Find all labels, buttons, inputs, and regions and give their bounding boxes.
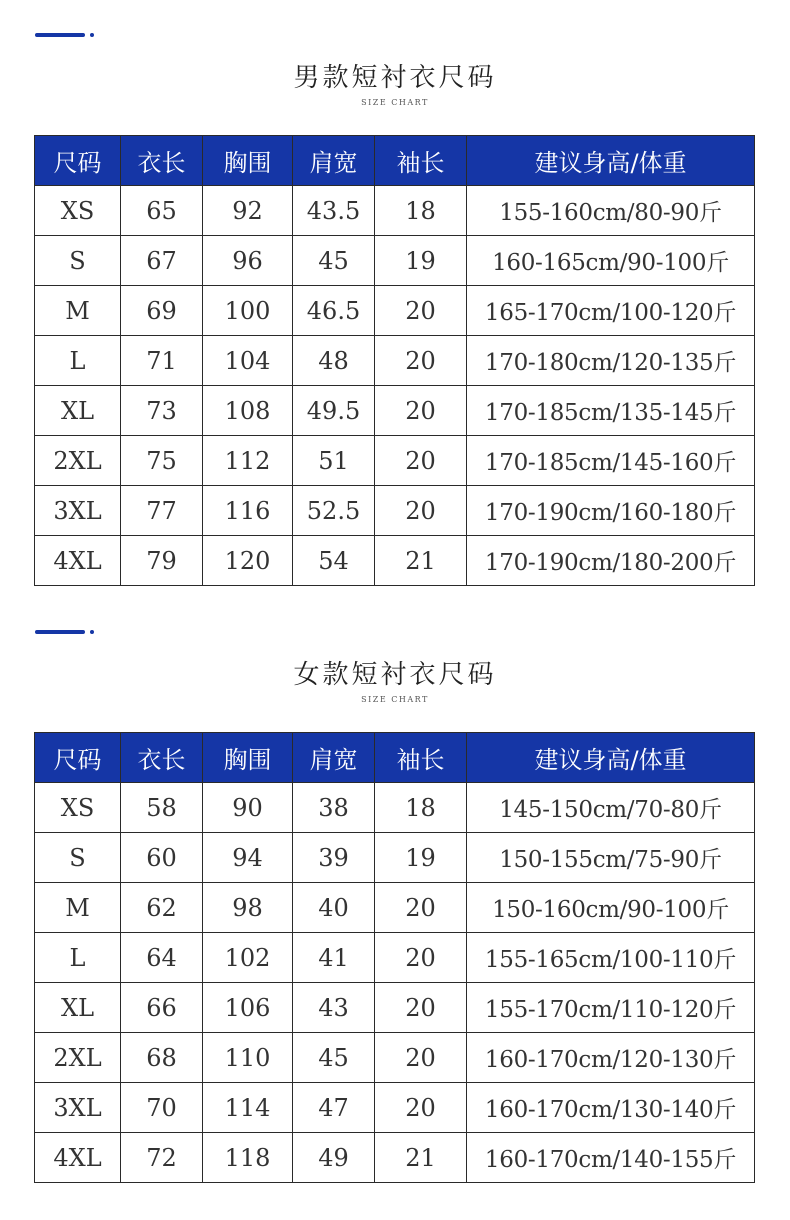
column-header-size: 尺码 [35, 136, 121, 186]
table-row [35, 983, 755, 1033]
table-row [35, 536, 755, 586]
table-row [35, 1033, 755, 1083]
cell-shoulder: 45 [293, 236, 375, 286]
cell-recommended-height-weight: 160-170cm/140-155斤 [467, 1133, 755, 1183]
men-subtitle: SIZE CHART [361, 98, 429, 107]
table-row [35, 933, 755, 983]
column-header-shoulder: 肩宽 [293, 136, 375, 186]
cell-size: 4XL [35, 1133, 121, 1183]
cell-recommended-height-weight: 150-160cm/90-100斤 [467, 883, 755, 933]
cell-chest: 114 [203, 1083, 293, 1133]
cell-recommended-height-weight: 155-165cm/100-110斤 [467, 933, 755, 983]
cell-length: 65 [121, 186, 203, 236]
cell-length: 72 [121, 1133, 203, 1183]
cell-length: 62 [121, 883, 203, 933]
column-header-shoulder: 肩宽 [293, 733, 375, 783]
table-row [35, 286, 755, 336]
men-size-table [34, 135, 755, 586]
cell-shoulder: 40 [293, 883, 375, 933]
cell-shoulder: 47 [293, 1083, 375, 1133]
cell-shoulder: 49.5 [293, 386, 375, 436]
cell-length: 71 [121, 336, 203, 386]
table-row [35, 336, 755, 386]
cell-shoulder: 45 [293, 1033, 375, 1083]
cell-sleeve: 20 [375, 336, 467, 386]
accent-dot [90, 33, 94, 37]
column-header-recommended-height-weight: 建议身高/体重 [467, 733, 755, 783]
column-header-size: 尺码 [35, 733, 121, 783]
table-row [35, 833, 755, 883]
cell-length: 60 [121, 833, 203, 883]
cell-chest: 110 [203, 1033, 293, 1083]
table-header-row [35, 733, 755, 783]
table-row [35, 386, 755, 436]
cell-size: M [35, 286, 121, 336]
column-header-length: 衣长 [121, 136, 203, 186]
cell-shoulder: 49 [293, 1133, 375, 1183]
cell-shoulder: 48 [293, 336, 375, 386]
cell-shoulder: 43.5 [293, 186, 375, 236]
cell-shoulder: 41 [293, 933, 375, 983]
column-header-sleeve: 袖长 [375, 733, 467, 783]
cell-recommended-height-weight: 170-180cm/120-135斤 [467, 336, 755, 386]
cell-size: L [35, 336, 121, 386]
cell-size: 2XL [35, 1033, 121, 1083]
cell-chest: 94 [203, 833, 293, 883]
column-header-chest: 胸围 [203, 136, 293, 186]
accent-dot [90, 630, 94, 634]
cell-chest: 90 [203, 783, 293, 833]
cell-sleeve: 20 [375, 1033, 467, 1083]
women-size-table [34, 732, 755, 1183]
cell-length: 66 [121, 983, 203, 1033]
cell-chest: 116 [203, 486, 293, 536]
cell-size: 3XL [35, 1083, 121, 1133]
table-header-row [35, 136, 755, 186]
column-header-length: 衣长 [121, 733, 203, 783]
cell-size: 2XL [35, 436, 121, 486]
cell-chest: 98 [203, 883, 293, 933]
cell-sleeve: 20 [375, 286, 467, 336]
cell-sleeve: 18 [375, 783, 467, 833]
cell-sleeve: 20 [375, 983, 467, 1033]
column-header-recommended-height-weight: 建议身高/体重 [467, 136, 755, 186]
cell-recommended-height-weight: 170-190cm/180-200斤 [467, 536, 755, 586]
cell-sleeve: 18 [375, 186, 467, 236]
cell-recommended-height-weight: 160-170cm/120-130斤 [467, 1033, 755, 1083]
accent-bar [35, 630, 85, 634]
cell-chest: 102 [203, 933, 293, 983]
table-row [35, 883, 755, 933]
cell-size: XL [35, 983, 121, 1033]
cell-recommended-height-weight: 160-170cm/130-140斤 [467, 1083, 755, 1133]
cell-sleeve: 20 [375, 1083, 467, 1133]
cell-length: 75 [121, 436, 203, 486]
cell-chest: 92 [203, 186, 293, 236]
cell-length: 79 [121, 536, 203, 586]
cell-size: L [35, 933, 121, 983]
table-row [35, 1083, 755, 1133]
cell-recommended-height-weight: 155-160cm/80-90斤 [467, 186, 755, 236]
table-row [35, 1133, 755, 1183]
cell-size: XS [35, 783, 121, 833]
cell-length: 58 [121, 783, 203, 833]
table-row [35, 486, 755, 536]
cell-size: 3XL [35, 486, 121, 536]
cell-sleeve: 20 [375, 883, 467, 933]
table-row [35, 236, 755, 286]
cell-chest: 100 [203, 286, 293, 336]
cell-sleeve: 19 [375, 833, 467, 883]
table-row [35, 186, 755, 236]
cell-size: XL [35, 386, 121, 436]
cell-shoulder: 54 [293, 536, 375, 586]
cell-sleeve: 21 [375, 1133, 467, 1183]
cell-recommended-height-weight: 155-170cm/110-120斤 [467, 983, 755, 1033]
cell-chest: 96 [203, 236, 293, 286]
cell-sleeve: 21 [375, 536, 467, 586]
cell-size: M [35, 883, 121, 933]
cell-chest: 104 [203, 336, 293, 386]
cell-chest: 108 [203, 386, 293, 436]
cell-chest: 118 [203, 1133, 293, 1183]
cell-sleeve: 20 [375, 436, 467, 486]
cell-recommended-height-weight: 170-190cm/160-180斤 [467, 486, 755, 536]
cell-shoulder: 38 [293, 783, 375, 833]
cell-recommended-height-weight: 170-185cm/135-145斤 [467, 386, 755, 436]
cell-size: XS [35, 186, 121, 236]
cell-recommended-height-weight: 145-150cm/70-80斤 [467, 783, 755, 833]
cell-sleeve: 19 [375, 236, 467, 286]
cell-chest: 120 [203, 536, 293, 586]
cell-shoulder: 39 [293, 833, 375, 883]
table-row [35, 436, 755, 486]
cell-length: 77 [121, 486, 203, 536]
cell-size: S [35, 236, 121, 286]
table-row [35, 783, 755, 833]
cell-recommended-height-weight: 150-155cm/75-90斤 [467, 833, 755, 883]
accent-bar [35, 33, 85, 37]
cell-sleeve: 20 [375, 386, 467, 436]
cell-shoulder: 46.5 [293, 286, 375, 336]
cell-recommended-height-weight: 160-165cm/90-100斤 [467, 236, 755, 286]
cell-size: S [35, 833, 121, 883]
cell-sleeve: 20 [375, 486, 467, 536]
cell-recommended-height-weight: 170-185cm/145-160斤 [467, 436, 755, 486]
cell-chest: 106 [203, 983, 293, 1033]
cell-shoulder: 52.5 [293, 486, 375, 536]
cell-length: 70 [121, 1083, 203, 1133]
cell-shoulder: 43 [293, 983, 375, 1033]
column-header-sleeve: 袖长 [375, 136, 467, 186]
cell-size: 4XL [35, 536, 121, 586]
cell-sleeve: 20 [375, 933, 467, 983]
cell-length: 64 [121, 933, 203, 983]
men-title: 男款短衬衣尺码 [293, 63, 497, 93]
cell-chest: 112 [203, 436, 293, 486]
cell-length: 73 [121, 386, 203, 436]
cell-length: 68 [121, 1033, 203, 1083]
cell-recommended-height-weight: 165-170cm/100-120斤 [467, 286, 755, 336]
women-title: 女款短衬衣尺码 [293, 660, 497, 690]
cell-shoulder: 51 [293, 436, 375, 486]
column-header-chest: 胸围 [203, 733, 293, 783]
women-subtitle: SIZE CHART [361, 695, 429, 704]
cell-length: 69 [121, 286, 203, 336]
cell-length: 67 [121, 236, 203, 286]
